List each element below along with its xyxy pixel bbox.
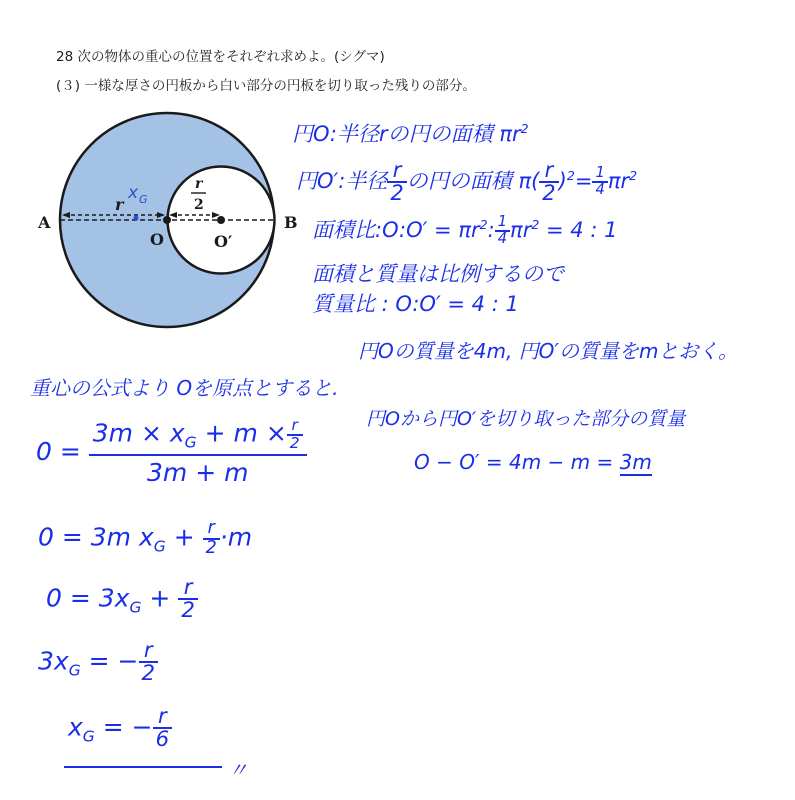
equation-5: $x_G$ = − $\frac{r}{6}$ [68, 706, 172, 751]
label-r: r [115, 195, 124, 214]
equation-3: $0 = 3x_G$ + $\frac{r}{2}$ [46, 577, 198, 622]
note-line-6: 円Oの質量を4m, 円O′の質量をmとおく。 [358, 339, 739, 363]
label-a: A [38, 213, 51, 232]
label-xg-sub: G [139, 193, 148, 206]
disc-figure [30, 108, 305, 348]
note-line-5: 質量比 : O:O′ = 4 : 1 [312, 292, 519, 316]
point-o [163, 216, 171, 224]
note-line-4: 面積と質量は比例するので [312, 262, 564, 286]
equation-4: $3x_G$ = − $\frac{r}{2}$ [38, 640, 158, 685]
centroid-dot [134, 216, 139, 221]
note-line-2: 円O′:半径 $\frac{r}{2}$ の円の面積 π( $\frac{r}{2}$ )$^2$= $\frac{1}{4}$ $\pi r^2$ [296, 158, 638, 205]
note-line-8: 円Oから円O′を切り取った部分の質量 [366, 408, 686, 430]
note-line-9: O − O′ = 4m − m = 3m [414, 450, 652, 474]
mass-answer: 3m [619, 450, 652, 474]
equation-2: 0 = 3m $x_G$ + $\frac{r}{2}$ ·m [38, 518, 253, 558]
note-line-7: 重心の公式より Oを原点とすると. [30, 376, 339, 400]
label-b: B [284, 213, 298, 232]
note-line-3: 面積比:O:O′ = $\pi r^2$: $\frac{1}{4}$ $\pi r^2 = 4$ : 1 [312, 213, 618, 247]
answer-underline [64, 766, 222, 768]
point-o-prime [217, 216, 225, 224]
answer-mark: 〃 [228, 758, 248, 782]
problem-title: 28 次の物体の重心の位置をそれぞれ求めよ。(シグマ) [56, 49, 385, 65]
label-half-r-den: 2 [194, 197, 204, 213]
label-xg: x [128, 183, 139, 203]
equation-1: 0 = $3m \times x_G + m$ × $\frac{r}{2}$ 3m + m [36, 418, 307, 485]
note-line-1: 円O:半径rの円の面積 $\pi r^2$ [292, 121, 529, 146]
problem-subtitle: (３) 一様な厚さの円板から白い部分の円板を切り取った残りの部分。 [56, 78, 476, 94]
label-half-r-num: r [195, 176, 203, 192]
label-o-prime: O′ [214, 232, 233, 251]
label-o: O [150, 230, 164, 249]
